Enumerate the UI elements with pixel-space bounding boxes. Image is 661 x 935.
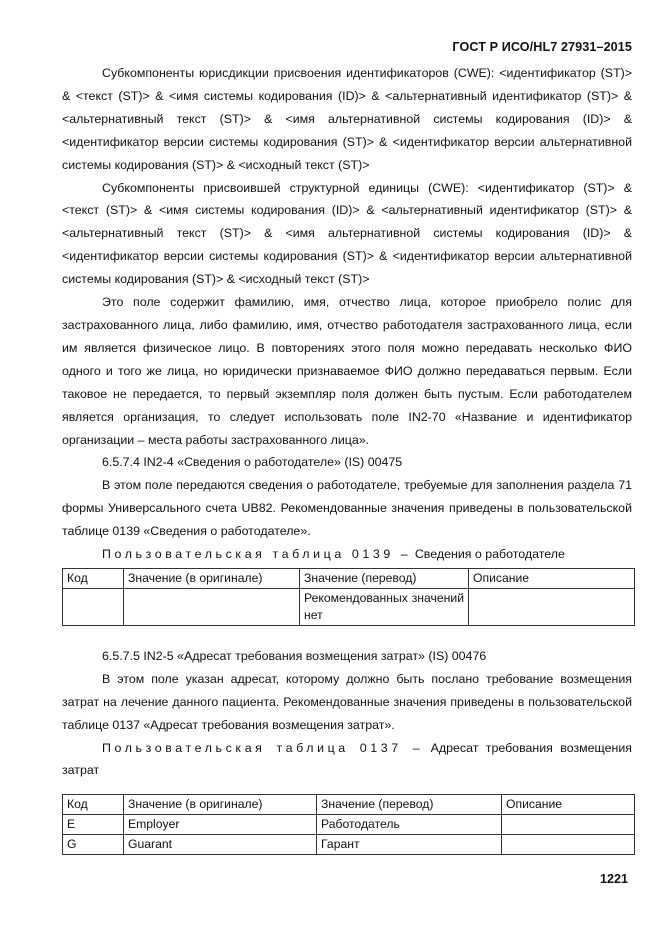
- table-0139-caption-prefix: Пользовательская таблица 0139 –: [102, 547, 412, 562]
- table-0137-caption-title: Адресат требования возмещения затрат: [62, 740, 632, 778]
- column-header-translation: Значение (перевод): [317, 795, 502, 815]
- table-0137: [62, 794, 635, 855]
- section-heading-in2-4: 6.5.7.4 IN2-4 «Сведения о работодателе» (IS) 00475: [102, 455, 403, 470]
- table-cell: G: [63, 835, 124, 855]
- page-content: [62, 62, 632, 855]
- column-header-description: Описание: [469, 568, 635, 588]
- paragraph-employer-info: В этом поле передаются сведения о работодателе, требуемые для заполнения раздела 71 формы Универсального счета UB82. Рекомендованные значения приведены в пользовательской таблице 0139 «Сведения о работодателе».: [62, 478, 632, 539]
- table-cell: [502, 835, 635, 855]
- table-cell: [124, 588, 300, 625]
- column-header-original: Значение (в оригинале): [124, 795, 317, 815]
- table-cell: [63, 588, 124, 625]
- standard-header: ГОСТ Р ИСО/HL7 27931–2015: [452, 40, 632, 54]
- table-cell: Рекомендованных значений нет: [300, 588, 469, 625]
- column-header-description: Описание: [502, 795, 635, 815]
- table-row: [63, 835, 635, 855]
- table-cell: Guarant: [124, 835, 317, 855]
- table-cell: [469, 588, 635, 625]
- spacer: [62, 626, 632, 645]
- table-0139: [62, 568, 635, 626]
- table-cell: Работодатель: [317, 815, 502, 835]
- table-cell: Employer: [124, 815, 317, 835]
- paragraph-billing-addressee: В этом поле указан адресат, которому должно быть послано требование возмещения затрат на лечение данного пациента. Рекомендованные значения приведены в пользовательской таблице 0137 «Адресат требования возмещения затрат».: [62, 671, 632, 732]
- document-page: [62, 0, 632, 935]
- table-header-row: [63, 568, 635, 588]
- paragraph-field-description: Это поле содержит фамилию, имя, отчество лица, которое приобрело полис для застрахованного лица, либо фамилию, имя, отчество работодателя застрахованного лица, если им является физическое лицо. В повторениях этого поля можно передавать несколько ФИО одного и того же лица, но юридически признаваемое ФИО должно передаваться первым. Если таковое не передается, то первый экземпляр поля должен быть пустым. Если работодателем является организация, то следует использовать поле IN2-70 «Название и идентификатор организации – места работы застрахованного лица».: [62, 295, 632, 447]
- section-heading-in2-5: 6.5.7.5 IN2-5 «Адресат требования возмещения затрат» (IS) 00476: [102, 648, 487, 663]
- page-number: 1221: [599, 872, 628, 886]
- table-cell: [502, 815, 635, 835]
- table-header-row: [63, 795, 635, 815]
- table-cell: Гарант: [317, 835, 502, 855]
- table-row: [63, 815, 635, 835]
- column-header-original: Значение (в оригинале): [124, 568, 300, 588]
- table-0139-caption: [62, 543, 632, 566]
- table-0137-caption-prefix: Пользовательская таблица 0137 –: [102, 740, 424, 755]
- table-cell: E: [63, 815, 124, 835]
- table-0137-caption: [62, 737, 632, 783]
- column-header-code: Код: [63, 795, 124, 815]
- table-row: [63, 588, 635, 625]
- paragraph-structural-unit-subcomponents: Субкомпоненты присвоившей структурной единицы (CWE): <идентификатор (ST)> & <текст (ST)> & <имя системы кодирования (ID)> & <альтернативный идентификатор (ST)> & <альтернативный текст (ST)> & <имя альтернативной системы кодирования (ID)> & <идентификатор версии системы кодирования (ST)> & <идентификатор версии альтернативной системы кодирования (ST)> & <исходный текст (ST)>: [62, 180, 632, 287]
- paragraph-jurisdiction-subcomponents: Субкомпоненты юрисдикции присвоения идентификаторов (CWE): <идентификатор (ST)> & <текст (ST)> & <имя системы кодирования (ID)> & <альтернативный идентификатор (ST)> & <альтернативный текст (ST)> & <имя альтернативной системы кодирования (ID)> & <идентификатор версии системы кодирования (ST)> & <идентификатор версии альтернативной системы кодирования (ST)> & <исходный текст (ST)>: [62, 66, 632, 172]
- column-header-code: Код: [63, 568, 124, 588]
- table-0139-caption-title: Сведения о работодателе: [414, 547, 565, 562]
- column-header-translation: Значение (перевод): [300, 568, 469, 588]
